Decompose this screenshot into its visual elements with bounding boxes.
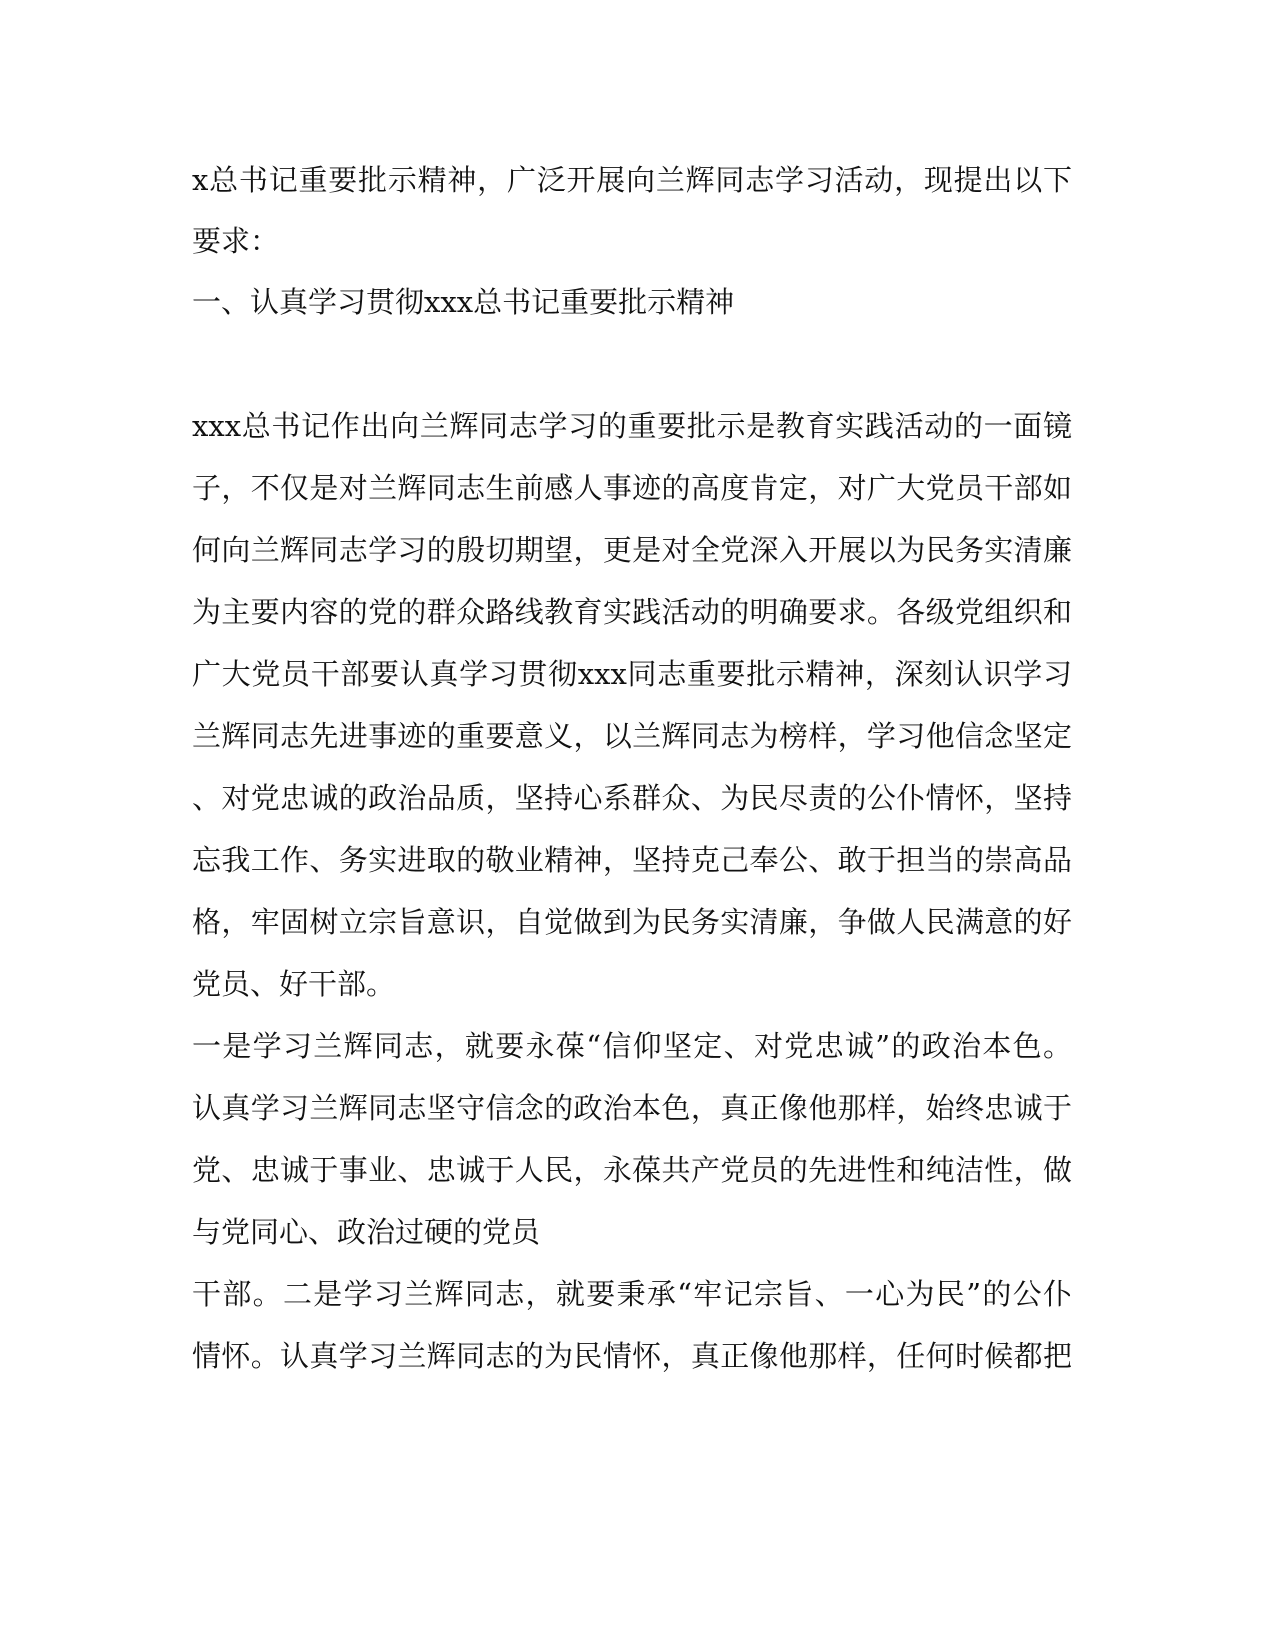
text-line: 情怀。认真学习兰辉同志的为民情怀，真正像他那样，任何时候都把 — [192, 1339, 1072, 1373]
text-line: 、对党忠诚的政治品质，坚持心系群众、为民尽责的公仆情怀，坚持 — [192, 781, 1072, 815]
text-line: 认真学习兰辉同志坚守信念的政治本色，真正像他那样，始终忠诚于 — [192, 1091, 1072, 1125]
text-line: 广大党员干部要认真学习贯彻xxx同志重要批示精神，深刻认识学习 — [192, 657, 1072, 691]
text-line: x总书记重要批示精神，广泛开展向兰辉同志学习活动，现提出以下 — [192, 163, 1072, 197]
text-line: 格，牢固树立宗旨意识，自觉做到为民务实清廉，争做人民满意的好 — [192, 905, 1072, 939]
text-line: 一是学习兰辉同志，就要永葆“信仰坚定、对党忠诚”的政治本色。 — [192, 1029, 1072, 1063]
text-line: 为主要内容的党的群众路线教育实践活动的明确要求。各级党组织和 — [192, 595, 1072, 629]
text-line: 忘我工作、务实进取的敬业精神，坚持克己奉公、敢于担当的崇高品 — [192, 843, 1072, 877]
text-line: 子，不仅是对兰辉同志生前感人事迹的高度肯定，对广大党员干部如 — [192, 471, 1072, 505]
section-heading: 一、认真学习贯彻xxx总书记重要批示精神 — [192, 285, 735, 319]
text-line: 党员、好干部。 — [192, 967, 396, 1001]
text-line: 与党同心、政治过硬的党员 — [192, 1215, 541, 1249]
text-line: 兰辉同志先进事迹的重要意义，以兰辉同志为榜样，学习他信念坚定 — [192, 719, 1072, 753]
text-line: 党、忠诚于事业、忠诚于人民，永葆共产党员的先进性和纯洁性，做 — [192, 1153, 1072, 1187]
text-line: 何向兰辉同志学习的殷切期望，更是对全党深入开展以为民务实清廉 — [192, 533, 1072, 567]
text-line: 干部。二是学习兰辉同志，就要秉承“牢记宗旨、一心为民”的公仆 — [192, 1277, 1072, 1311]
text-line: xxx总书记作出向兰辉同志学习的重要批示是教育实践活动的一面镜 — [192, 409, 1072, 443]
text-line: 要求： — [192, 224, 280, 258]
